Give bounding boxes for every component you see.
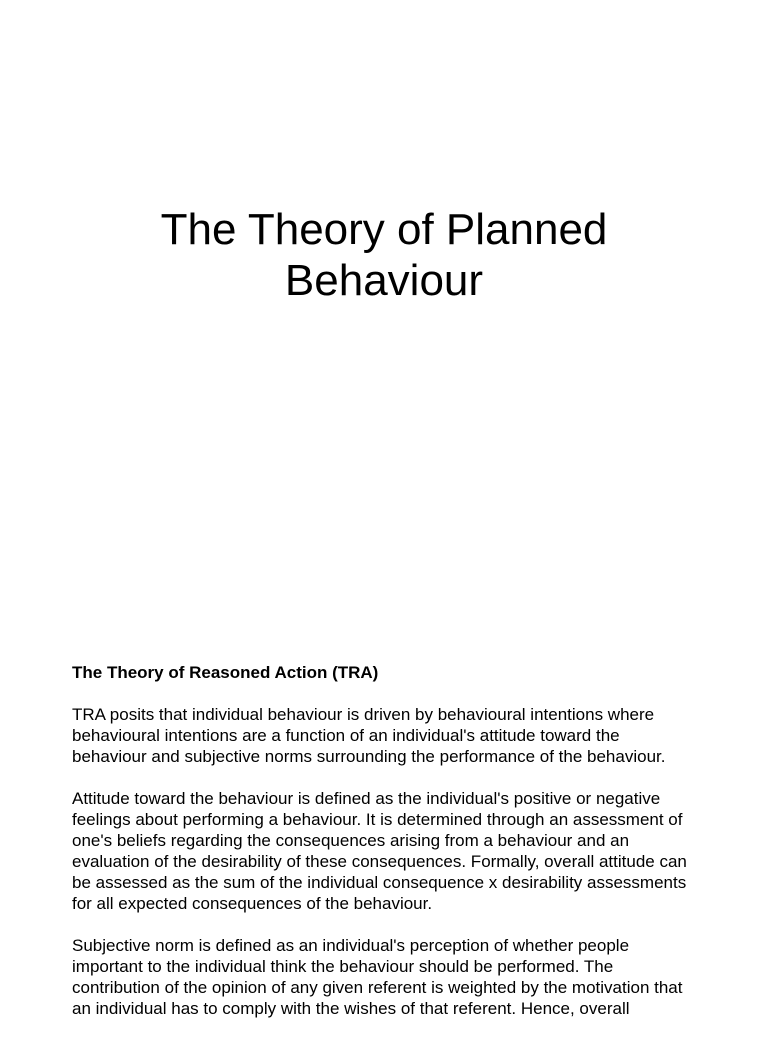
title-line: Behaviour: [284, 256, 484, 305]
text-line: behavioural intentions are a function of an individual's attitude toward the: [72, 726, 620, 745]
text-line: evaluation of the desirability of these consequences. Formally, overall attitude can: [72, 852, 687, 871]
text-line: important to the individual think the behaviour should be performed. The: [72, 957, 614, 976]
document-body: [72, 662, 732, 1040]
paragraph-tra-definition: [72, 704, 732, 767]
text-line: Attitude toward the behaviour is defined as the individual's positive or negative: [72, 789, 661, 808]
text-line: contribution of the opinion of any given referent is weighted by the motivation that: [72, 978, 683, 997]
text-line: Subjective norm is defined as an individual's perception of whether people: [72, 936, 630, 955]
text-line: feelings about performing a behaviour. It is determined through an assessment of: [72, 810, 683, 829]
paragraph-subjective-norm: [72, 935, 732, 1019]
text-line: be assessed as the sum of the individual consequence x desirability assessments: [72, 873, 687, 892]
page-title: [0, 204, 768, 306]
title-line: The Theory of Planned: [160, 205, 608, 254]
text-line: TRA posits that individual behaviour is driven by behavioural intentions where: [72, 705, 655, 724]
text-line: an individual has to comply with the wishes of that referent. Hence, overall: [72, 999, 630, 1018]
paragraph-attitude: [72, 788, 732, 914]
text-line: behaviour and subjective norms surrounding the performance of the behaviour.: [72, 747, 666, 766]
text-line: for all expected consequences of the behaviour.: [72, 894, 433, 913]
text-line: one's beliefs regarding the consequences arising from a behaviour and an: [72, 831, 630, 850]
section-heading: The Theory of Reasoned Action (TRA): [72, 663, 379, 682]
